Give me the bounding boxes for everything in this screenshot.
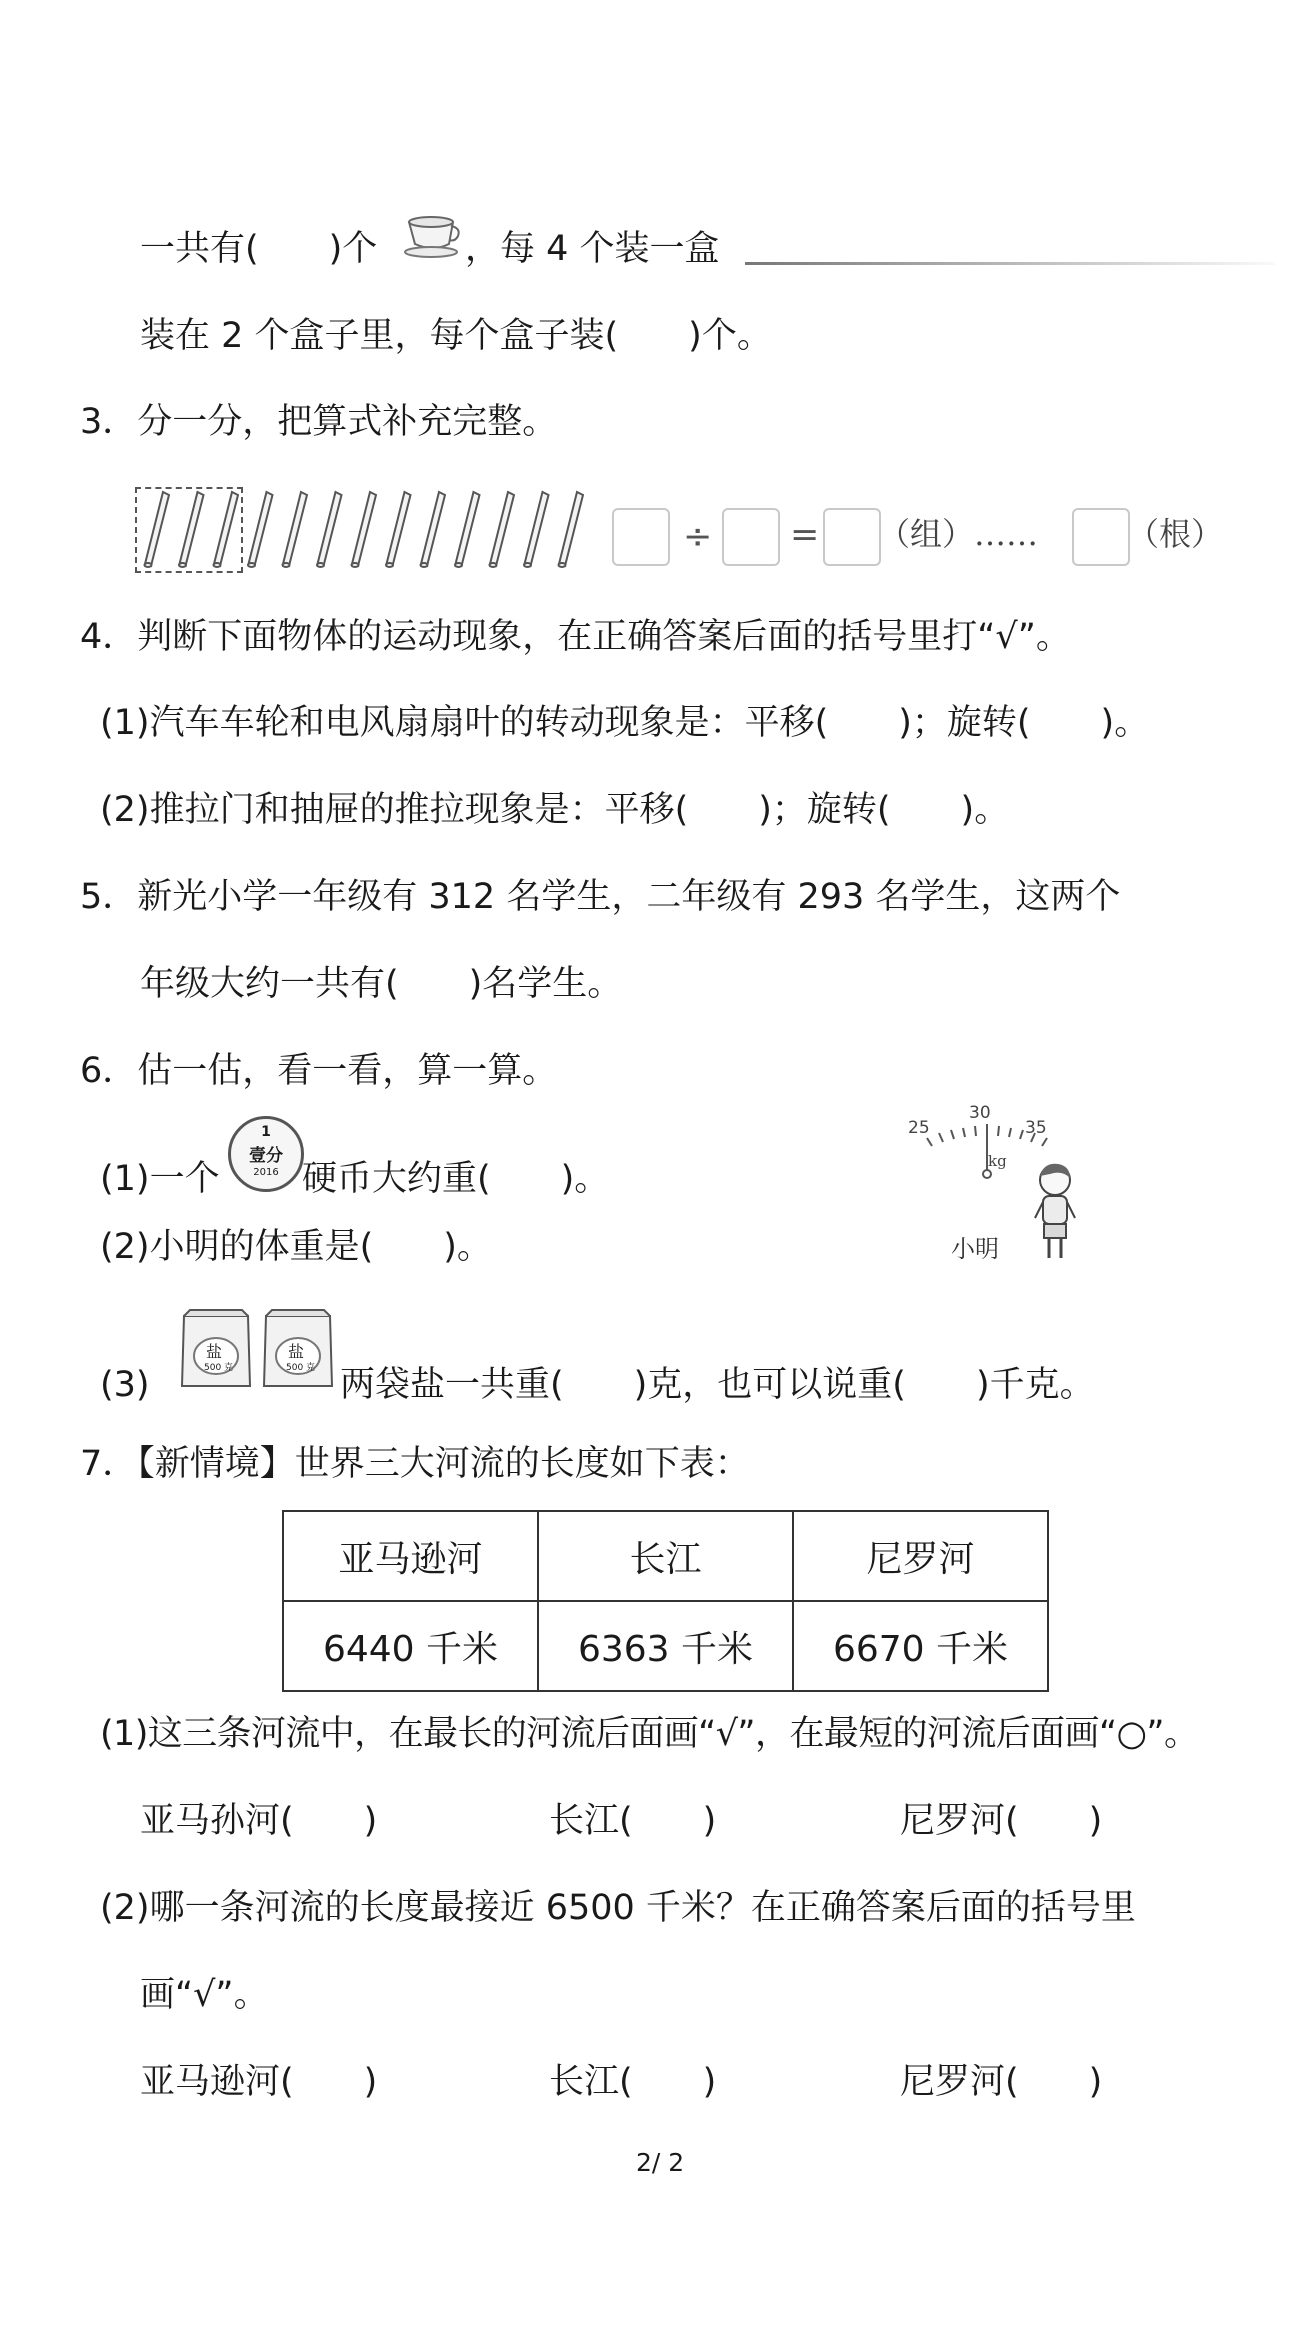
q7-item2-opt-1: 亚马逊河( )	[140, 2062, 378, 2102]
q7-title: 7．【新情境】世界三大河流的长度如下表：	[80, 1444, 750, 1484]
boy-icon	[1030, 1160, 1080, 1265]
q6-item1-b: 硬币大约重( )。	[302, 1159, 610, 1199]
stick-end	[248, 563, 255, 567]
coin-year: 2016	[253, 1167, 279, 1178]
stick	[214, 492, 238, 566]
table-header-cell: 尼罗河	[793, 1511, 1048, 1601]
stick	[421, 492, 445, 566]
q2-line1-b: ，每 4 个装一盒	[465, 229, 720, 269]
q3-title: 3．分一分，把算式补充完整。	[80, 402, 558, 442]
stick-end	[386, 563, 393, 567]
coin-face: 壹分	[249, 1146, 283, 1166]
teacup-icon	[403, 214, 463, 260]
dividend-box[interactable]	[612, 508, 670, 566]
salt-bag-icon	[260, 1306, 336, 1390]
q5-line1: 5．新光小学一年级有 312 名学生，二年级有 293 名学生，这两个	[80, 877, 1121, 917]
table-header-cell: 亚马逊河	[283, 1511, 538, 1601]
q7-item1-opt-1: 亚马孙河( )	[140, 1801, 378, 1841]
stick-end	[214, 563, 221, 567]
division-sign: ÷	[683, 517, 713, 557]
table-row	[283, 1511, 1048, 1601]
cropped-image-edge	[745, 262, 1275, 265]
rivers-table	[282, 1510, 1049, 1692]
stick-end	[455, 563, 462, 567]
q7-item2-b: 画“√”。	[140, 1975, 269, 2015]
unit-root: （根）	[1127, 515, 1224, 553]
q5-line2: 年级大约一共有( )名学生。	[140, 964, 623, 1004]
stick-end	[145, 563, 152, 567]
scale-center-label: 30	[969, 1103, 991, 1123]
stick	[490, 492, 514, 566]
q6-item2: (2)小明的体重是( )。	[100, 1227, 492, 1267]
scale-left-label: 25	[908, 1118, 930, 1138]
table-cell: 6363 千米	[538, 1601, 793, 1691]
salt-bag-icon	[178, 1306, 254, 1390]
stick-end	[179, 563, 186, 567]
table-cell: 6670 千米	[793, 1601, 1048, 1691]
table-cell: 6440 千米	[283, 1601, 538, 1691]
coin-icon	[228, 1116, 304, 1192]
stick	[318, 492, 342, 566]
page-number: 2/ 2	[636, 2148, 685, 2177]
q2-line1-a: 一共有( )个	[140, 229, 378, 269]
salt-label: 盐	[288, 1342, 305, 1361]
stick-end	[421, 563, 428, 567]
q7-item1: (1)这三条河流中，在最长的河流后面画“√”，在最短的河流后面画“○”。	[100, 1714, 1199, 1754]
q7-item2-opt-2: 长江( )	[549, 2062, 717, 2102]
coin-value: 1	[261, 1124, 271, 1140]
remainder-box[interactable]	[1072, 508, 1130, 566]
q6-title: 6．估一估，看一看，算一算。	[80, 1051, 558, 1091]
stick	[283, 492, 307, 566]
stick	[456, 492, 480, 566]
q7-item2-a: (2)哪一条河流的长度最接近 6500 千米？在正确答案后面的括号里	[100, 1888, 1136, 1928]
stick-end	[559, 563, 566, 567]
q7-item1-opt-2: 长江( )	[549, 1801, 717, 1841]
quotient-box[interactable]	[823, 508, 881, 566]
unit-group: （组）……	[878, 515, 1039, 553]
stick	[145, 492, 169, 566]
stick	[249, 492, 273, 566]
q6-item3-num: (3)	[100, 1365, 150, 1405]
stick-end	[490, 563, 497, 567]
equals-sign: =	[790, 515, 820, 555]
salt-label: 盐	[206, 1342, 223, 1361]
q4-item1: (1)汽车车轮和电风扇扇叶的转动现象是：平移( )；旋转( )。	[100, 703, 1150, 743]
salt-weight: 500 克	[204, 1363, 234, 1373]
stick	[180, 492, 204, 566]
salt-weight: 500 克	[286, 1363, 316, 1373]
q4-title: 4．判断下面物体的运动现象，在正确答案后面的括号里打“√”。	[80, 617, 1071, 657]
table-row	[283, 1601, 1048, 1691]
stick	[559, 492, 583, 566]
q6-item1-a: (1)一个	[100, 1159, 220, 1199]
sticks-illustration	[135, 488, 595, 572]
scale-unit-label: kg	[988, 1152, 1007, 1170]
stick-end	[283, 563, 290, 567]
table-header-cell: 长江	[538, 1511, 793, 1601]
scale-person-name: 小明	[951, 1235, 999, 1263]
stick-end	[352, 563, 359, 567]
stick	[387, 492, 411, 566]
stick	[525, 492, 549, 566]
q6-item3-text: 两袋盐一共重( )克，也可以说重( )千克。	[340, 1365, 1095, 1405]
q2-line2: 装在 2 个盒子里，每个盒子装( )个。	[140, 316, 772, 356]
stick	[352, 492, 376, 566]
q7-item2-opt-3: 尼罗河( )	[900, 2062, 1103, 2102]
q4-item2: (2)推拉门和抽屉的推拉现象是：平移( )；旋转( )。	[100, 790, 1010, 830]
stick-end	[317, 563, 324, 567]
scale-right-label: 35	[1025, 1118, 1047, 1138]
q7-item1-opt-3: 尼罗河( )	[900, 1801, 1103, 1841]
stick-end	[524, 563, 531, 567]
divisor-box[interactable]	[722, 508, 780, 566]
